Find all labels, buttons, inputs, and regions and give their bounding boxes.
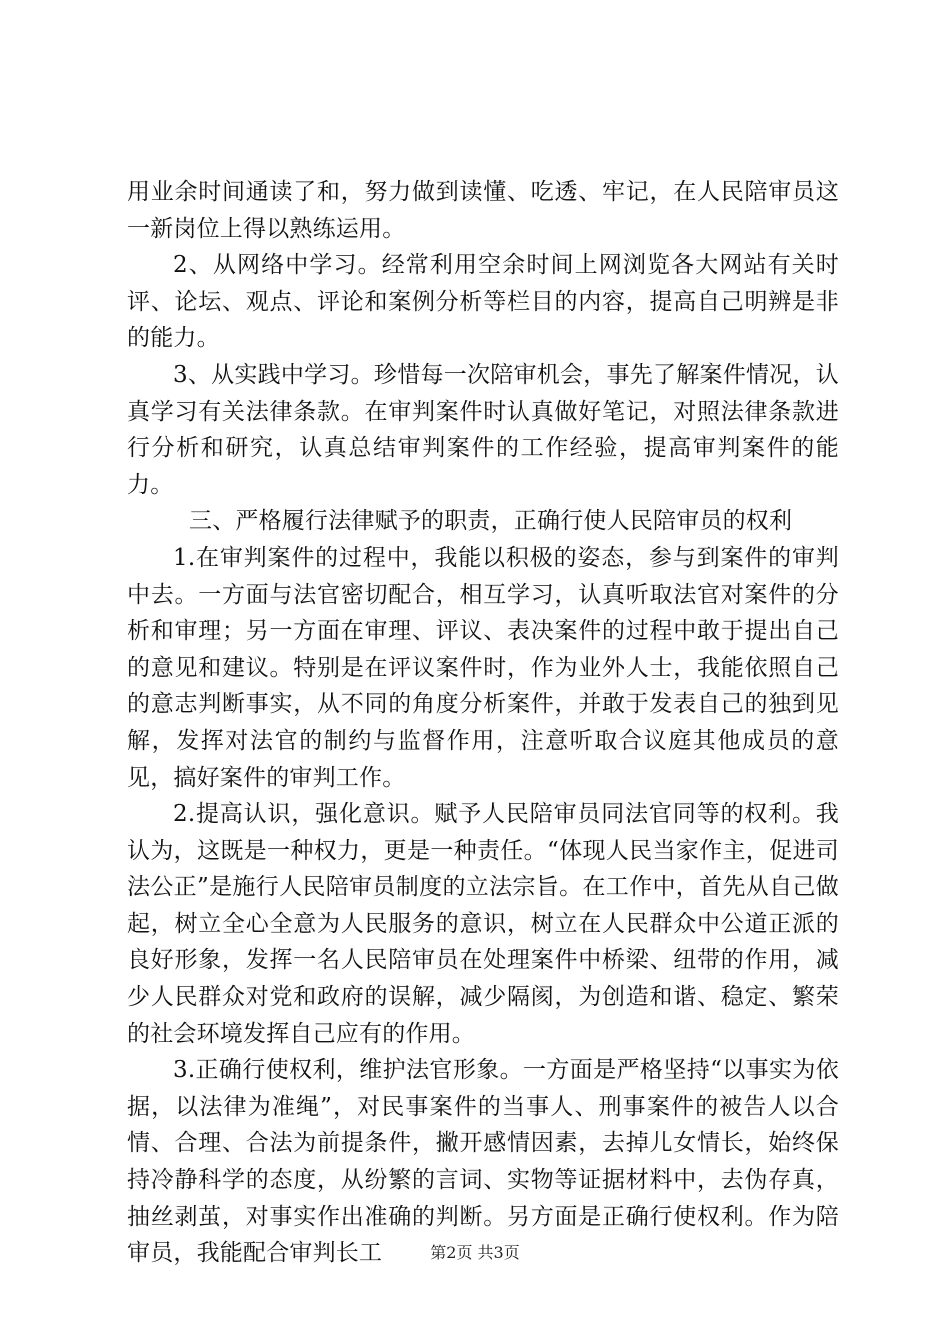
paragraph-point-3: 3.正确行使权利，维护法官形象。一方面是严格坚持“以事实为依据，以法律为准绳”，对民事案件的当事人、刑事案件的被告人以合情、合理、合法为前提条件，撇开感情因素，去掉儿女情长，始终保持冷静科学的态度，从纷繁的言词、实物等证据材料中，去伪存真，抽丝剥茧，对事实作出准确的判断。另方面是正确行使权利。作为陪审员，我能配合审判长工 <box>127 1057 839 1267</box>
document-body <box>127 174 839 1272</box>
paragraph-learn-from-practice: 3、从实践中学习。珍惜每一次陪审机会，事先了解案件情况，认真学习有关法律条款。在审判案件时认真做好笔记，对照法律条款进行分析和研究，认真总结审判案件的工作经验，提高审判案件的能力。 <box>127 361 839 498</box>
paragraph-point-1: 1.在审判案件的过程中，我能以积极的姿态，参与到案件的审判中去。一方面与法官密切配合，相互学习，认真听取法官对案件的分析和审理；另一方面在审理、评议、表决案件的过程中敢于提出自己的意见和建议。特别是在评议案件时，作为业外人士，我能依照自己的意志判断事实，从不同的角度分析案件，并敢于发表自己的独到见解，发挥对法官的制约与监督作用，注意听取合议庭其他成员的意见，搞好案件的审判工作。 <box>127 544 839 791</box>
paragraph-learn-from-network: 2、从网络中学习。经常利用空余时间上网浏览各大网站有关时评、论坛、观点、评论和案例分析等栏目的内容，提高自己明辨是非的能力。 <box>127 252 839 352</box>
paragraph-point-2: 2.提高认识，强化意识。赋予人民陪审员同法官同等的权利。我认为，这既是一种权力，更是一种责任。“体现人民当家作主，促进司法公正”是施行人民陪审员制度的立法宗旨。在工作中，首先从自己做起，树立全心全意为人民服务的意识，树立在人民群众中公道正派的良好形象，发挥一名人民陪审员在处理案件中桥梁、纽带的作用，减少人民群众对党和政府的误解，减少隔阂，为创造和谐、稳定、繁荣的社会环境发挥自己应有的作用。 <box>127 801 839 1047</box>
paragraph-continuation: 用业余时间通读了和，努力做到读懂、吃透、牢记，在人民陪审员这一新岗位上得以熟练运用。 <box>127 179 839 242</box>
section-heading-three: 三、严格履行法律赋予的职责，正确行使人民陪审员的权利 <box>189 508 793 535</box>
page-number-footer: 第2页 共3页 <box>430 1243 520 1262</box>
